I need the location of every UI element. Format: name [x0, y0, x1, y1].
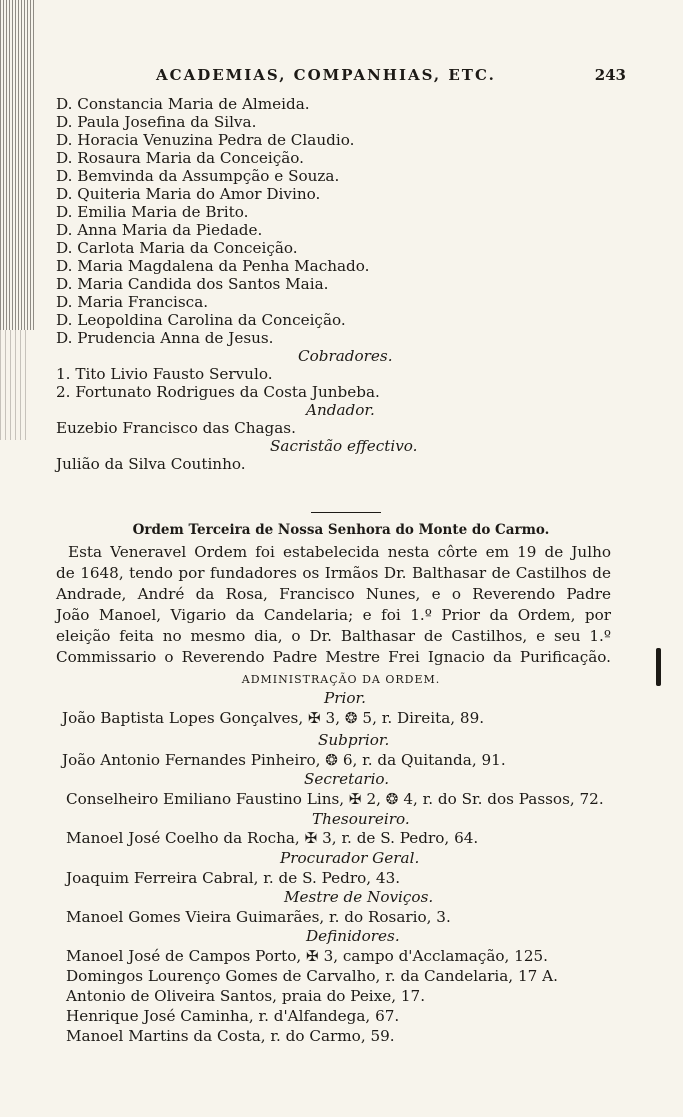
member-line: D. Leopoldina Carolina da Conceição. [56, 311, 346, 329]
admin-entry: Joaquim Ferreira Cabral, r. de S. Pedro, 43. [66, 869, 401, 887]
admin-entry: Manoel Gomes Vieira Guimarães, r. do Rosario, 3. [66, 908, 451, 926]
andador-name: Euzebio Francisco das Chagas. [56, 419, 296, 437]
member-line: D. Carlota Maria da Conceição. [56, 239, 298, 257]
role-mestre-novicos: Mestre de Noviços. [284, 888, 434, 906]
role-sacristao: Sacristão effectivo. [270, 437, 418, 455]
admin-entry: Manoel José Coelho da Rocha, ✠ 3, r. de S. Pedro, 64. [66, 829, 479, 847]
binding-edge-lower [0, 330, 30, 440]
member-line: D. Prudencia Anna de Jesus. [56, 329, 274, 347]
member-line: D. Paula Josefina da Silva. [56, 113, 257, 131]
admin-entry: Conselheiro Emiliano Faustino Lins, ✠ 2, ❂ 4, r. do Sr. dos Passos, 72. [66, 790, 604, 808]
role-andador: Andador. [306, 401, 375, 419]
role-thesoureiro: Thesoureiro. [312, 810, 410, 828]
cobrador-line: 2. Fortunato Rodrigues da Costa Junbeba. [56, 383, 380, 401]
header-title: ACADEMIAS, COMPANHIAS, ETC. [156, 66, 496, 84]
role-prior: Prior. [324, 689, 366, 707]
definidor-line: Domingos Lourenço Gomes de Carvalho, r. da Candelaria, 17 A. [66, 967, 558, 985]
definidor-line: Manoel Martins da Costa, r. do Carmo, 59. [66, 1027, 395, 1045]
paragraph-line: João Manoel, Vigario da Candelaria; e foi 1.º Prior da Ordem, por [56, 606, 611, 624]
member-line: D. Emilia Maria de Brito. [56, 203, 249, 221]
sacristao-name: Julião da Silva Coutinho. [56, 455, 246, 473]
member-line: D. Maria Francisca. [56, 293, 209, 311]
member-line: D. Horacia Venuzina Pedra de Claudio. [56, 131, 355, 149]
paragraph-line: Esta Veneravel Ordem foi estabelecida nesta côrte em 19 de Julho [68, 543, 611, 561]
cobrador-line: 1. Tito Livio Fausto Servulo. [56, 365, 273, 383]
member-line: D. Maria Candida dos Santos Maia. [56, 275, 329, 293]
admin-entry: João Antonio Fernandes Pinheiro, ❂ 6, r. da Quitanda, 91. [62, 751, 506, 769]
binding-edge [0, 0, 36, 330]
definidor-line: Manoel José de Campos Porto, ✠ 3, campo d'Acclamação, 125. [66, 947, 549, 965]
admin-entry: João Baptista Lopes Gonçalves, ✠ 3, ❂ 5, r. Direita, 89. [62, 709, 485, 727]
running-header [56, 66, 626, 88]
member-line: D. Bemvinda da Assumpção e Souza. [56, 167, 340, 185]
admin-heading: ADMINISTRAÇÃO DA ORDEM. [241, 673, 441, 686]
member-line: D. Quiteria Maria do Amor Divino. [56, 185, 321, 203]
order-heading: Ordem Terceira de Nossa Senhora do Monte do Carmo. [132, 522, 550, 538]
margin-mark [656, 648, 661, 686]
paragraph-line: eleição feita no mesmo dia, o Dr. Balthasar de Castilhos, e seu 1.º [56, 627, 611, 645]
role-procurador: Procurador Geral. [280, 849, 420, 867]
paragraph-line: Commissario o Reverendo Padre Mestre Frei Ignacio da Purificação. [56, 648, 611, 666]
paragraph-line: Andrade, André da Rosa, Francisco Nunes, e o Reverendo Padre [56, 585, 611, 603]
member-line: D. Constancia Maria de Almeida. [56, 95, 310, 113]
member-line: D. Maria Magdalena da Penha Machado. [56, 257, 370, 275]
role-subprior: Subprior. [318, 731, 390, 749]
paragraph-line: de 1648, tendo por fundadores os Irmãos Dr. Balthasar de Castilhos de [56, 564, 611, 582]
member-line: D. Anna Maria da Piedade. [56, 221, 263, 239]
member-line: D. Rosaura Maria da Conceição. [56, 149, 305, 167]
definidor-line: Henrique José Caminha, r. d'Alfandega, 67. [66, 1007, 400, 1025]
role-secretario: Secretario. [304, 770, 390, 788]
definidor-line: Antonio de Oliveira Santos, praia do Peixe, 17. [66, 987, 426, 1005]
role-cobradores: Cobradores. [298, 347, 393, 365]
section-divider [311, 512, 381, 513]
page-number: 243 [594, 66, 626, 84]
role-definidores: Definidores. [306, 927, 400, 945]
